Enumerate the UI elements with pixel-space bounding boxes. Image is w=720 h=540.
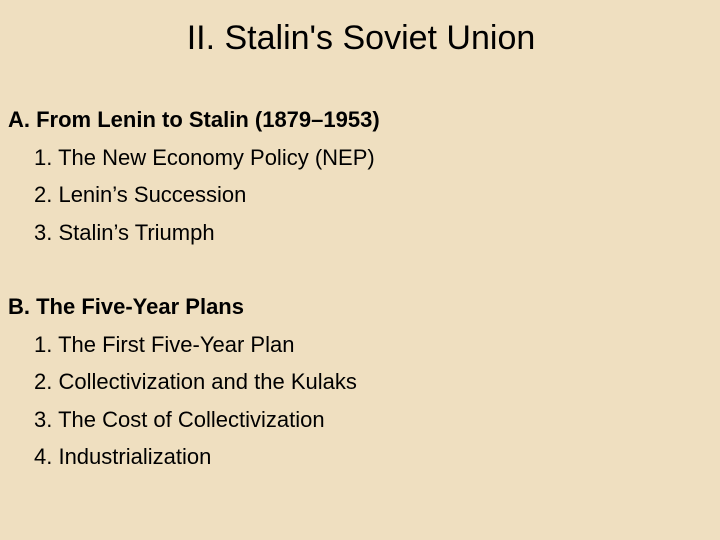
outline-item: 3. Stalin’s Triumph bbox=[34, 219, 215, 245]
outline-item: 1. The First Five-Year Plan bbox=[34, 331, 295, 357]
slide-content bbox=[8, 101, 708, 476]
section-heading: B. The Five-Year Plans bbox=[8, 294, 244, 319]
outline-item: 2. Lenin’s Succession bbox=[34, 182, 247, 207]
outline-section-a bbox=[8, 101, 708, 251]
slide-title bbox=[0, 16, 720, 60]
outline-item: 2. Collectivization and the Kulaks bbox=[34, 369, 357, 394]
slide-title-text: II. Stalin's Soviet Union bbox=[186, 19, 536, 57]
outline-item: 4. Industrialization bbox=[34, 444, 212, 469]
section-heading: A. From Lenin to Stalin (1879–1953) bbox=[8, 107, 380, 132]
outline-section-b bbox=[8, 288, 708, 476]
outline-item: 3. The Cost of Collectivization bbox=[34, 406, 325, 432]
outline-item: 1. The New Economy Policy (NEP) bbox=[34, 144, 375, 170]
